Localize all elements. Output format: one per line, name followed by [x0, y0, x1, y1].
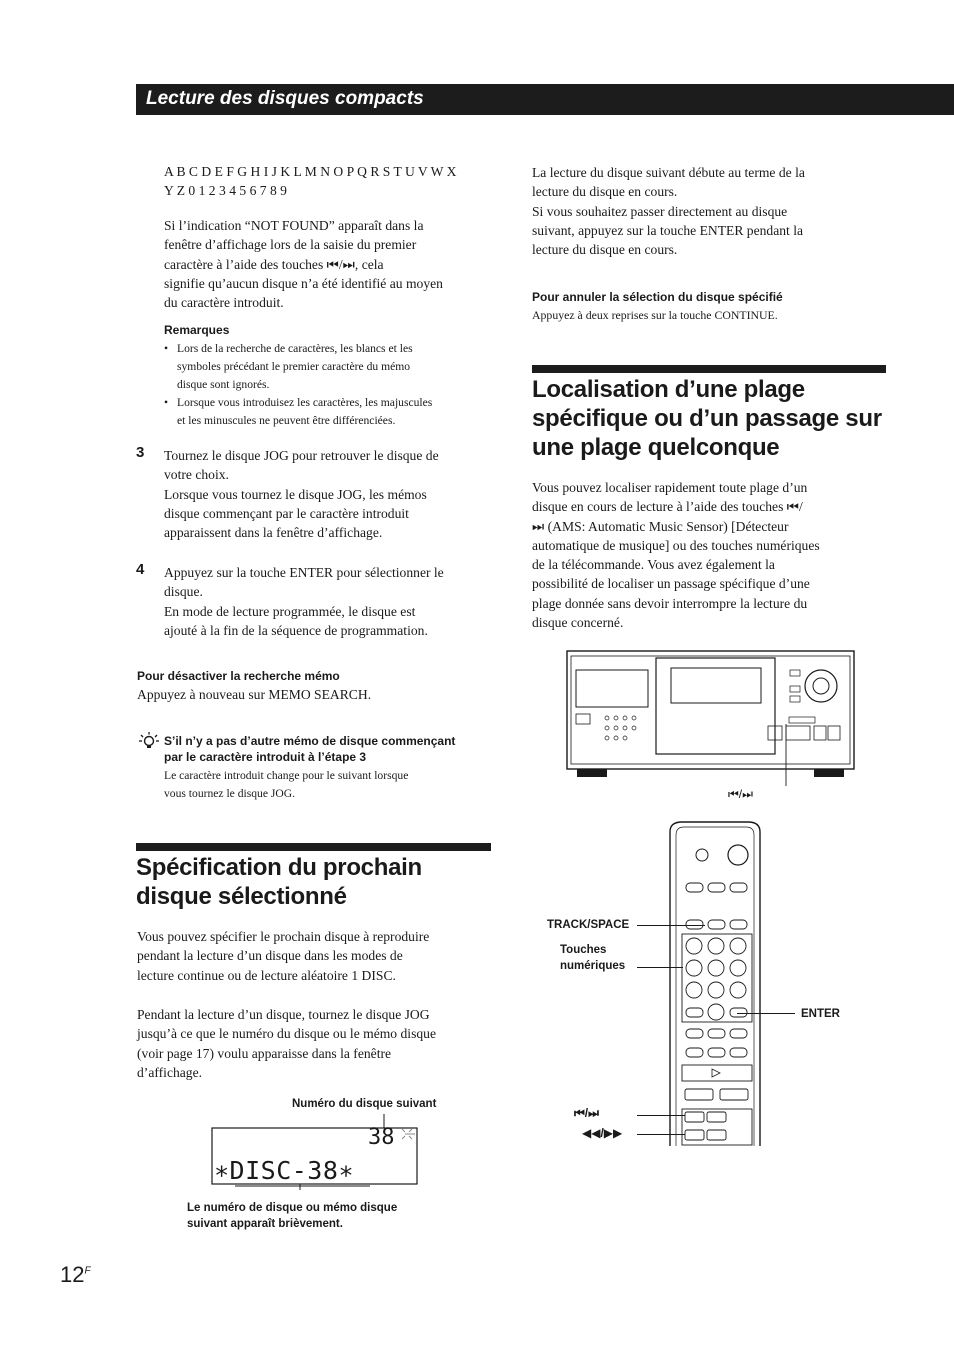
remote-ams-label: ⏮/⏭ — [574, 1106, 599, 1120]
leader-line — [637, 1115, 685, 1116]
text-line: disque en cours de lecture à l’aide des touches ⏮/ — [532, 499, 803, 515]
text-line: disque concerné. — [532, 615, 624, 631]
alphabet-line: A B C D E F G H I J K L M N O P Q R S T U V W X — [164, 164, 457, 179]
alphabet-line: Y Z 0 1 2 3 4 5 6 7 8 9 — [164, 183, 287, 199]
text-line: En mode de lecture programmée, le disque est — [164, 603, 416, 619]
section-title-next-disc — [136, 853, 422, 911]
text-line: Touches — [560, 944, 607, 956]
next-disc-paragraph-1 — [137, 927, 429, 985]
leader-line — [737, 1013, 795, 1014]
text-line: suivant apparaît brièvement. — [187, 1218, 343, 1230]
cd-player-illustration — [562, 648, 858, 786]
text-line: spécifique ou d’un passage sur — [532, 405, 882, 432]
section-title-locate-track — [532, 375, 882, 462]
display-main-text: ∗DISC-38∗ — [214, 1156, 354, 1185]
leader-line — [637, 925, 705, 926]
section-rule — [532, 365, 886, 373]
list-item — [164, 340, 494, 394]
leader-line — [637, 1134, 685, 1135]
text-line: Pendant la lecture d’un disque, tournez le disque JOG — [137, 1007, 430, 1022]
page-header-title: Lecture des disques compacts — [146, 88, 424, 109]
text-line: disque. — [164, 584, 203, 600]
deactivate-heading: Pour désactiver la recherche mémo — [137, 669, 340, 683]
text-line: Lorsque vous tournez le disque JOG, les mémos — [164, 486, 427, 502]
remote-control-illustration — [660, 820, 770, 1146]
next-disc-paragraph-2 — [137, 1005, 436, 1082]
text-line: lecture du disque en cours. — [532, 242, 678, 258]
text-line: disque sélectionné — [136, 883, 347, 910]
step-4-text — [164, 563, 444, 640]
text-line: Localisation d’une plage — [532, 376, 805, 403]
leader-line — [637, 967, 683, 968]
text-line: numériques — [560, 960, 626, 972]
text-line: apparaissent dans la fenêtre d’affichage. — [164, 525, 383, 541]
text-line: d’affichage. — [137, 1064, 203, 1080]
page-number-suffix: F — [84, 1265, 91, 1277]
text-line: et les minuscules ne peuvent être différenciées. — [177, 414, 396, 427]
text-line: La lecture du disque suivant débute au terme de la — [532, 165, 805, 180]
track-space-label: TRACK/SPACE — [547, 919, 630, 931]
text-line: signifie qu’aucun disque n’a été identifié au moyen — [164, 275, 443, 291]
page-number-value: 12 — [60, 1262, 85, 1287]
text-line: disque sont ignorés. — [177, 378, 270, 391]
cancel-heading: Pour annuler la sélection du disque spécifié — [532, 290, 783, 304]
text-line: • Lors de la recherche de caractères, les blancs et les — [177, 342, 413, 355]
display-bottom-label — [187, 1200, 397, 1232]
text-line: (voir page 17) voulu apparaisse dans la fenêtre — [137, 1045, 392, 1061]
text-line: du caractère introduit. — [164, 295, 284, 311]
tip-heading — [164, 733, 455, 765]
text-line: par le caractère introduit à l’étape 3 — [164, 750, 367, 764]
lightbulb-tip-icon — [137, 730, 159, 754]
text-line: ⏭ (AMS: Automatic Music Sensor) [Détecteur — [532, 518, 789, 534]
text-line: Vous pouvez spécifier le prochain disque à reproduire — [137, 929, 430, 944]
text-line: Le numéro de disque ou mémo disque — [187, 1202, 398, 1214]
text-line: caractère à l’aide des touches ⏮/⏭, cela — [164, 256, 384, 272]
next-disc-intro — [532, 163, 805, 259]
text-line: suivant, appuyez sur la touche ENTER pendant la — [532, 222, 804, 238]
tip-text — [164, 767, 408, 803]
text-line: • Lorsque vous introduisez les caractères, les majuscules — [177, 396, 433, 409]
not-found-paragraph — [164, 216, 443, 312]
text-line: disque commençant par le caractère introduit — [164, 505, 409, 521]
text-line: Vous pouvez localiser rapidement toute plage d’un — [532, 480, 808, 495]
text-line: plage donnée sans devoir interrompre la lecture du — [532, 595, 808, 611]
text-line: pendant la lecture d’un disque dans les modes de — [137, 948, 403, 964]
text-line: lecture du disque en cours. — [532, 184, 678, 200]
text-line: votre choix. — [164, 467, 229, 483]
alphabet-list — [164, 162, 456, 201]
display-next-number: 38 — [368, 1125, 395, 1150]
text-line: jusqu’à ce que le numéro du disque ou le mémo disque — [137, 1026, 436, 1042]
text-line: ajouté à la fin de la séquence de programmation. — [164, 622, 428, 638]
text-line: vous tournez le disque JOG. — [164, 787, 296, 800]
locate-track-paragraph — [532, 478, 820, 632]
text-line: fenêtre d’affichage lors de la saisie du premier — [164, 237, 417, 253]
cancel-text: Appuyez à deux reprises sur la touche CONTINUE. — [532, 308, 778, 322]
text-line: S’il n’y a pas d’autre mémo de disque commençant — [164, 734, 456, 748]
text-line: possibilité de localiser un passage spécifique d’une — [532, 576, 810, 592]
text-line: symboles précédant le premier caractère du mémo — [177, 360, 411, 373]
page-number — [60, 1262, 91, 1288]
remarques-heading: Remarques — [164, 323, 230, 337]
text-line: automatique de musique] ou des touches numériques — [532, 537, 820, 553]
remote-search-label: ◀◀/▶▶ — [582, 1126, 623, 1140]
text-line: Spécification du prochain — [136, 854, 422, 881]
display-top-label: Numéro du disque suivant — [292, 1098, 437, 1110]
deactivate-text: Appuyez à nouveau sur MEMO SEARCH. — [137, 687, 372, 702]
player-ams-label: ⏮/⏭ — [728, 787, 753, 801]
text-line: Le caractère introduit change pour le suivant lorsque — [164, 769, 409, 782]
text-line: lecture continue ou de lecture aléatoire 1 DISC. — [137, 967, 396, 983]
text-line: de la télécommande. Vous avez également la — [532, 557, 775, 573]
text-line: une plage quelconque — [532, 434, 780, 461]
step-3-text — [164, 446, 439, 542]
step-number: 3 — [136, 444, 145, 461]
remarques-list — [164, 340, 494, 430]
enter-label: ENTER — [801, 1008, 840, 1020]
text-line: Si l’indication “NOT FOUND” apparaît dans la — [164, 218, 424, 233]
list-item — [164, 394, 494, 430]
section-rule — [136, 843, 491, 851]
numeric-keys-label — [560, 942, 625, 974]
step-number: 4 — [136, 561, 145, 578]
text-line: Appuyez sur la touche ENTER pour sélectionner le — [164, 565, 444, 580]
text-line: Si vous souhaitez passer directement au disque — [532, 203, 788, 219]
text-line: Tournez le disque JOG pour retrouver le disque de — [164, 448, 439, 463]
